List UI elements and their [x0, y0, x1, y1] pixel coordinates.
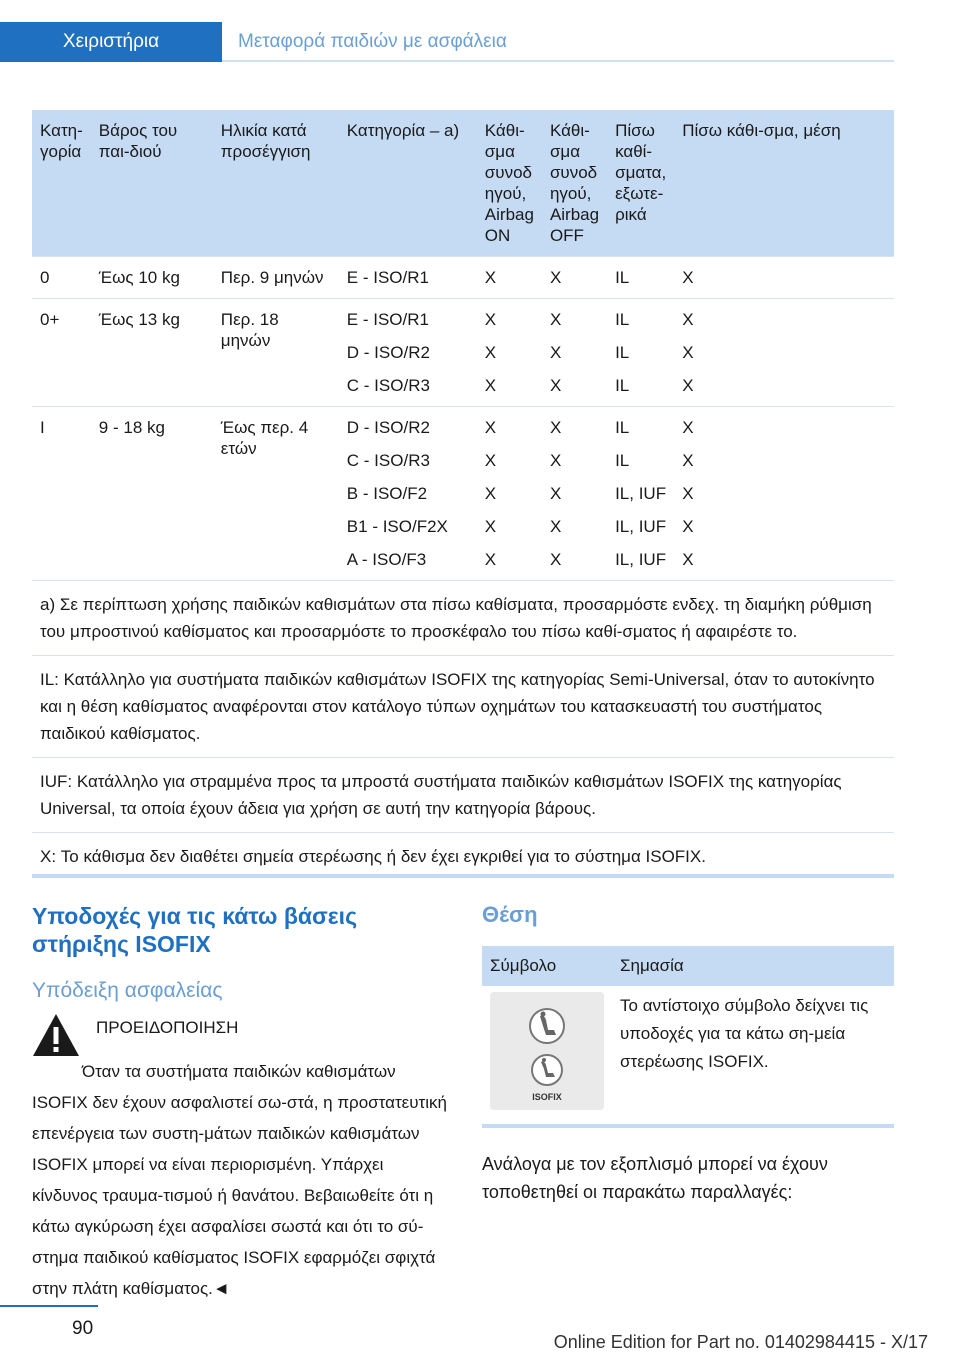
header-divider: [222, 60, 894, 62]
rear-middle-cell-line: X: [682, 343, 694, 362]
rear-outer-cell-line: IL: [615, 343, 630, 362]
rear-outer-cell-line: IL, IUF: [615, 550, 667, 569]
table-note-row: [32, 758, 894, 833]
class-cell-line: D - ISO/R2: [346, 418, 430, 437]
table-row: [32, 299, 894, 407]
rear-middle-cell-line: X: [682, 550, 694, 569]
class-cell-line: D - ISO/R2: [346, 343, 430, 362]
airbag-on-cell-line: X: [484, 550, 497, 569]
airbag-on-cell: [477, 299, 542, 407]
position-section: [482, 902, 894, 1206]
isofix-symbol: [490, 992, 604, 1110]
age-cell: Περ. 9 μηνών: [213, 257, 339, 299]
note-a: a) Σε περίπτωση χρήσης παιδικών καθισμάτων στα πίσω καθίσματα, προσαρμόστε ενδεχ. τη διαμήκη ρύθμιση του μπροστινού καθίσματος και προσαρμόστε το προσκέφαλο του πίσω καθί-σματος ή αφαιρέστε το.: [32, 581, 894, 656]
rear-middle-cell-line: X: [682, 376, 694, 395]
rear-middle-cell-line: X: [682, 517, 694, 536]
airbag-off-cell-line: X: [549, 376, 562, 395]
col-meaning: Σημασία: [612, 946, 894, 986]
col-airbag-on: Κάθι-σμα συνοδ ηγού, Airbag ON: [477, 110, 542, 257]
airbag-on-cell-line: X: [484, 451, 497, 470]
airbag-off-cell-line: X: [549, 451, 562, 470]
rear-outer-cell: [607, 257, 674, 299]
col-airbag-off: Κάθι-σμα συνοδ ηγού, Airbag OFF: [542, 110, 607, 257]
rear-outer-cell-line: IL, IUF: [615, 484, 667, 503]
airbag-off-cell-line: X: [549, 268, 562, 287]
warning-label: ΠΡΟΕΙΔΟΠΟΙΗΣΗ: [96, 1018, 239, 1037]
note-x: X: Το κάθισμα δεν διαθέτει σημεία στερέωσης ή δεν έχει εγκριθεί για το σύστημα ISOFIX.: [32, 833, 894, 881]
symbol-table-end-rule: [482, 1124, 894, 1128]
airbag-on-cell-line: X: [484, 484, 497, 503]
rear-outer-cell-line: IL: [615, 310, 630, 329]
rear-middle-cell: [674, 407, 894, 581]
col-rear-outer: Πίσω καθί-σματα, εξωτε-ρικά: [607, 110, 674, 257]
airbag-off-cell-line: X: [549, 310, 562, 329]
rear-middle-cell: [674, 299, 894, 407]
note-iuf: IUF: Κατάλληλο για στραμμένα προς τα μπροστά συστήματα παιδικών καθισμάτων ISOFIX της κατηγορίας Universal, τα οποία έχουν άδεια για χρήση σε αυτή την κατηγορία βάρους.: [32, 758, 894, 833]
rear-middle-cell: [674, 257, 894, 299]
rear-outer-cell-line: IL: [615, 376, 630, 395]
col-age: Ηλικία κατά προσέγγιση: [213, 110, 339, 257]
airbag-on-cell-line: X: [484, 310, 497, 329]
section-title: Υποδοχές για τις κάτω βάσεις στήριξης ISOFIX: [32, 903, 358, 957]
airbag-on-cell-line: X: [484, 517, 497, 536]
rear-middle-cell-line: X: [682, 451, 694, 470]
col-weight: Βάρος του παι-διού: [91, 110, 213, 257]
warning-header: [32, 1012, 450, 1058]
page-number: 90: [72, 1318, 94, 1339]
class-cell-line: C - ISO/R3: [346, 451, 430, 470]
child-seat-table: [32, 110, 894, 880]
isofix-seat-icon: [490, 992, 604, 1110]
weight-cell: Έως 13 kg: [91, 299, 213, 407]
rear-outer-cell-line: IL: [615, 451, 630, 470]
class-cell-line: C - ISO/R3: [346, 376, 430, 395]
class-cell-line: E - ISO/R1: [346, 310, 429, 329]
table-end-rule: [32, 874, 894, 878]
class-cell-line: B1 - ISO/F2X: [346, 517, 448, 536]
col-category: Κατη-γορία: [32, 110, 91, 257]
airbag-off-cell-line: X: [549, 550, 562, 569]
weight-cell: Έως 10 kg: [91, 257, 213, 299]
weight-cell: 9 - 18 kg: [91, 407, 213, 581]
rear-outer-cell-line: IL: [615, 418, 630, 437]
table-header-row: [32, 110, 894, 257]
warning-text: Όταν τα συστήματα παιδικών καθισμάτων ISOFIX δεν έχουν ασφαλιστεί σω-στά, η προστατευτική επενέργεια των συστη-μάτων παιδικών καθισμάτων ISOFIX μπορεί να είναι περιορισμένη. Υπάρχει κίνδυνος τραυμα-τισμού ή θανάτου. Βεβαιωθείτε ότι η κάτω αγκύρωση έχει ασφαλίσει σωστά και ότι το σύ-στημα παιδικού καθίσματος ISOFIX εφαρμόζει σφιχτά στην πλάτη καθίσματος.◄: [32, 1062, 448, 1298]
symbol-table-header: [482, 946, 894, 986]
age-cell: Περ. 18 μηνών: [213, 299, 339, 407]
isofix-section: [32, 902, 450, 1304]
category-cell: 0: [32, 257, 91, 299]
rear-middle-cell-line: X: [682, 310, 694, 329]
col-rear-middle: Πίσω κάθι-σμα, μέση: [674, 110, 894, 257]
class-cell: [339, 407, 477, 581]
isofix-symbol-label: ISOFIX: [532, 1092, 562, 1102]
rear-middle-cell-line: X: [682, 418, 694, 437]
table-row: [32, 407, 894, 581]
airbag-on-cell: [477, 257, 542, 299]
section-subtitle: Υπόδειξη ασφαλείας: [32, 979, 223, 1002]
edition-footer: Online Edition for Part no. 01402984415 - X/17: [553, 1332, 928, 1352]
rear-outer-cell-line: IL, IUF: [615, 517, 667, 536]
airbag-on-cell-line: X: [484, 376, 497, 395]
class-cell-line: A - ISO/F3: [346, 550, 427, 569]
table-row: [32, 257, 894, 299]
airbag-off-cell-line: X: [549, 517, 562, 536]
airbag-on-cell-line: X: [484, 268, 497, 287]
note-il: IL: Κατάλληλο για συστήματα παιδικών καθισμάτων ISOFIX της κατηγορίας Semi-Universal, όταν το αυτοκίνητο και η θέση καθίσματος αναφέρονται στον κατάλογο τύπων οχημάτων του κατασκευαστή του συστήματος παιδικού καθίσματος.: [32, 656, 894, 758]
symbol-table: [482, 946, 894, 1116]
airbag-off-cell-line: X: [549, 418, 562, 437]
class-cell-line: B - ISO/F2: [346, 484, 428, 503]
col-symbol: Σύμβολο: [482, 946, 612, 986]
breadcrumb[interactable]: Μεταφορά παιδιών με ασφάλεια: [238, 31, 507, 52]
airbag-off-cell-line: X: [549, 343, 562, 362]
rear-outer-cell-line: IL: [615, 268, 630, 287]
class-cell: [339, 257, 477, 299]
warning-triangle-icon: [32, 1012, 80, 1058]
position-title: Θέση: [482, 902, 538, 927]
rear-outer-cell: [607, 299, 674, 407]
category-cell: I: [32, 407, 91, 581]
airbag-off-cell: [542, 407, 607, 581]
category-cell: 0+: [32, 299, 91, 407]
class-cell-line: E - ISO/R1: [346, 268, 429, 287]
airbag-off-cell: [542, 257, 607, 299]
class-cell: [339, 299, 477, 407]
rear-middle-cell-line: X: [682, 484, 694, 503]
rear-middle-cell-line: X: [682, 268, 694, 287]
table-note-row: [32, 581, 894, 656]
airbag-on-cell: [477, 407, 542, 581]
page-number-rule: [0, 1305, 98, 1307]
airbag-off-cell: [542, 299, 607, 407]
rear-outer-cell: [607, 407, 674, 581]
airbag-off-cell-line: X: [549, 484, 562, 503]
age-cell: Έως περ. 4 ετών: [213, 407, 339, 581]
col-class: Κατηγορία – a): [339, 110, 477, 257]
table-note-row: [32, 833, 894, 881]
section-tab[interactable]: Χειριστήρια: [0, 22, 222, 62]
table-note-row: [32, 656, 894, 758]
variants-text: Ανάλογα με τον εξοπλισμό μπορεί να έχουν τοποθετηθεί οι παρακάτω παραλλαγές:: [482, 1154, 828, 1202]
airbag-on-cell-line: X: [484, 418, 497, 437]
airbag-on-cell-line: X: [484, 343, 497, 362]
symbol-meaning: Το αντίστοιχο σύμβολο δείχνει τις υποδοχές για τα κάτω ση-μεία στερέωσης ISOFIX.: [620, 996, 869, 1071]
symbol-row: [482, 986, 894, 1116]
